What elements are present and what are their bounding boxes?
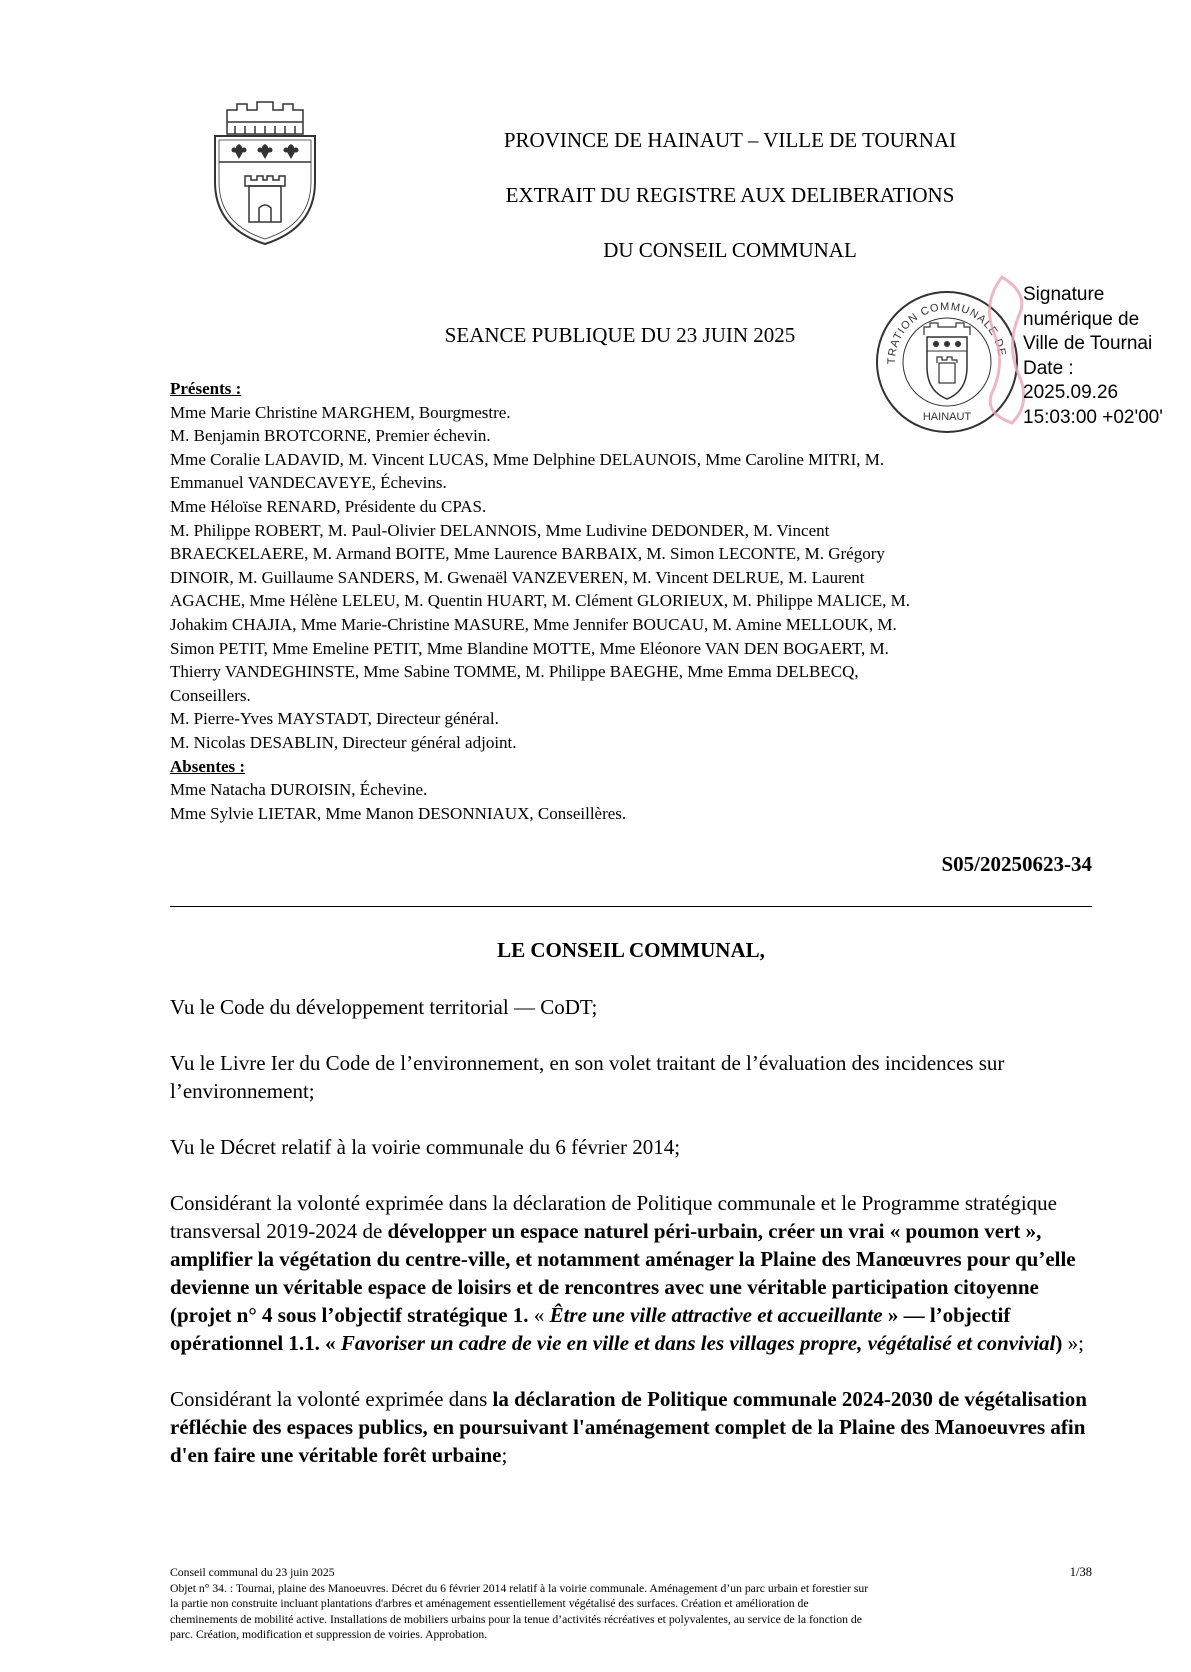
absent-line: Mme Natacha DUROISIN, Échevine. [170, 780, 428, 800]
separator-line [170, 906, 1092, 907]
paragraph-codt: Vu le Code du développement territorial — CoDT; [170, 995, 598, 1019]
p5-plain: Considérant la volonté exprimée dans [170, 1387, 493, 1411]
header-province-line: PROVINCE DE HAINAUT – VILLE DE TOURNAI [503, 128, 957, 152]
present-line: Emmanuel VANDECAVEYE, Échevins. [170, 473, 447, 493]
present-line: Mme Héloïse RENARD, Présidente du CPAS. [170, 496, 487, 516]
present-line: BRAECKELAERE, M. Armand BOITE, Mme Laurence BARBAIX, M. Simon LECONTE, M. Grégory [170, 544, 885, 564]
signature-line: numérique de [1023, 308, 1140, 330]
paragraph-environment-code: Vu le Livre Ier du Code de l’environnement, en son volet traitant de l’évaluation des incidences sur l’environnement; [170, 1051, 1005, 1103]
session-title: SEANCE PUBLIQUE DU 23 JUIN 2025 [444, 323, 796, 347]
city-coat-of-arms-logo [205, 98, 325, 246]
p4-bold: développer un espace naturel péri-urbain, créer un vrai « poumon vert », amplifier la végétation du centre-ville, et notamment aménager la Plaine des Manœuvres pour qu’elle devienne un véritable espace de loisirs et de rencontres avec une véritable participation citoyenne (projet n° 4 sous l’objectif stratégique 1. [170, 1219, 1076, 1327]
page-footer [170, 1565, 1020, 1643]
attendance-list [170, 377, 1070, 825]
present-line: Mme Marie Christine MARGHEM, Bourgmestre. [170, 402, 511, 422]
p4-italic-objective: Être une ville attractive et accueillante [549, 1303, 883, 1327]
present-line: Conseillers. [170, 685, 251, 705]
signature-line: Date : [1023, 357, 1074, 379]
p4-close-paren: ) [1055, 1331, 1063, 1355]
p5-end: ; [501, 1443, 508, 1467]
deliberation-reference: S05/20250623-34 [941, 852, 1092, 876]
paragraph-pst-2019-2024 [170, 1189, 1100, 1357]
paragraph-voirie-decree: Vu le Décret relatif à la voirie communale du 6 février 2014; [170, 1135, 681, 1159]
signature-line: 2025.09.26 [1023, 382, 1119, 403]
present-line: Mme Coralie LADAVID, M. Vincent LUCAS, Mme Delphine DELAUNOIS, Mme Caroline MITRI, M. [170, 449, 885, 469]
p5-bold: la déclaration de Politique communale 2024-2030 de végétalisation réfléchie des espaces publics, en poursuivant l'aménagement complet de la Plaine des Manoeuvres afin d'en faire une véritable forêt urbaine [170, 1387, 1087, 1467]
absent-line: Mme Sylvie LIETAR, Mme Manon DESONNIAUX, Conseillères. [170, 803, 627, 823]
p4-quote-open: « [533, 1303, 550, 1327]
signature-line: Signature [1023, 284, 1105, 305]
signature-line: Ville de Tournai [1023, 333, 1153, 354]
seal-bottom-text: HAINAUT [922, 411, 972, 423]
present-line: M. Philippe ROBERT, M. Paul-Olivier DELANNOIS, Mme Ludivine DEDONDER, M. Vincent [170, 520, 830, 540]
absent-label: Absentes : [170, 756, 246, 776]
p4-plain: Considérant la volonté exprimée dans la déclaration de Politique communale et le Programme stratégique transversal 2019-2024 de [170, 1191, 1057, 1243]
present-line: Thierry VANDEGHINSTE, Mme Sabine TOMME, M. Philippe BAEGHE, Mme Emma DELBECQ, [170, 662, 859, 682]
footer-line: Objet n° 34. : Tournai, plaine des Manoeuvres. Décret du 6 février 2014 relatif à la voirie communale. Aménagement d’un parc urbain et forestier sur [170, 1581, 869, 1595]
present-line: Johakim CHAJIA, Mme Marie-Christine MASURE, Mme Jennifer BOUCAU, M. Amine MELLOUK, M. [170, 614, 897, 634]
header-council-line: DU CONSEIL COMMUNAL [603, 238, 857, 262]
present-line: M. Nicolas DESABLIN, Directeur général adjoint. [170, 732, 517, 752]
present-label: Présents : [170, 379, 242, 398]
present-line: DINOIR, M. Guillaume SANDERS, M. Gwenaël VANZEVEREN, M. Vincent DELRUE, M. Laurent [170, 567, 865, 587]
footer-line: cheminements de mobilité active. Installations de mobiliers urbains pour la tenue d’activités récréatives et polyvalentes, au service de la fonction de [170, 1612, 862, 1626]
signature-line: 15:03:00 +02'00' [1023, 406, 1163, 428]
present-line: M. Benjamin BROTCORNE, Premier échevin. [170, 426, 491, 446]
page-number: 1/38 [1069, 1565, 1092, 1579]
council-title: LE CONSEIL COMMUNAL, [497, 938, 765, 962]
present-line: Simon PETIT, Mme Emeline PETIT, Mme Blandine MOTTE, Mme Eléonore VAN DEN BOGAERT, M. [170, 638, 889, 658]
paragraph-dpc-2024-2030 [170, 1385, 1100, 1469]
p4-italic-operational: Favoriser un cadre de vie en ville et dans les villages propre, végétalisé et convivial [340, 1331, 1056, 1355]
footer-line: la partie non construite incluant plantations d'arbres et aménagement essentiellement végétalisé des surfaces. Création et amélioration de [170, 1597, 809, 1610]
present-line: M. Pierre-Yves MAYSTADT, Directeur général. [170, 709, 499, 729]
present-line: AGACHE, Mme Hélène LELEU, M. Quentin HUART, M. Clément GLORIEUX, M. Philippe MALICE, M. [170, 591, 910, 611]
p4-end: »; [1062, 1331, 1084, 1355]
document-body [170, 993, 1100, 1469]
seal-ring-text: TRATION COMMUNALE DE [885, 300, 1008, 365]
p4-mid: » — l’objectif opérationnel 1.1. « [170, 1303, 1011, 1355]
header-register-line: EXTRAIT DU REGISTRE AUX DELIBERATIONS [505, 183, 955, 207]
footer-line: parc. Création, modification et suppression de voiries. Approbation. [170, 1628, 488, 1641]
footer-line: Conseil communal du 23 juin 2025 [170, 1566, 335, 1579]
